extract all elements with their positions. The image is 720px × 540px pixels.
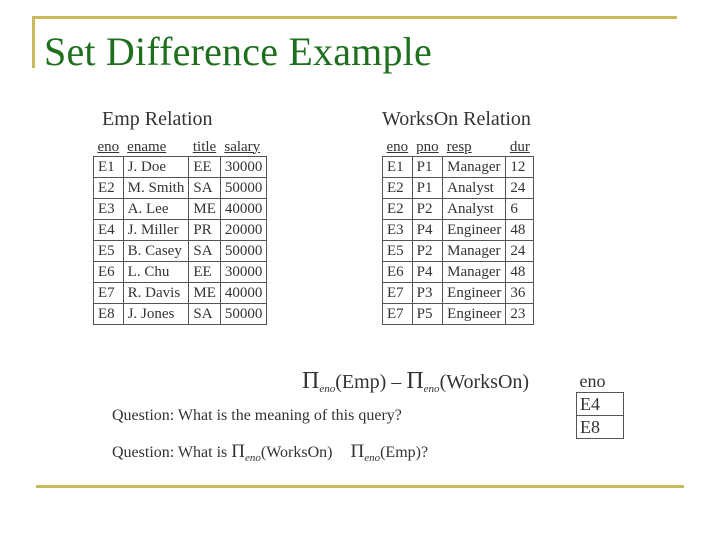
workson-cell: Engineer <box>443 304 506 325</box>
workson-cell: Engineer <box>443 220 506 241</box>
emp-cell: B. Casey <box>123 241 189 262</box>
emp-cell: J. Miller <box>123 220 189 241</box>
workson-relation-table <box>382 138 534 325</box>
workson-cell: 23 <box>506 304 534 325</box>
emp-cell: SA <box>189 178 221 199</box>
workson-cell: Engineer <box>443 283 506 304</box>
table-row <box>383 241 534 262</box>
workson-cell: E6 <box>383 262 413 283</box>
title-frame-left-line <box>32 16 35 68</box>
table-row <box>383 304 534 325</box>
emp-cell: E1 <box>94 157 124 178</box>
workson-cell: 6 <box>506 199 534 220</box>
emp-cell: SA <box>189 241 221 262</box>
result-cell: E4 <box>577 393 624 416</box>
workson-cell: E2 <box>383 178 413 199</box>
emp-cell: SA <box>189 304 221 325</box>
workson-column-header: eno <box>386 138 409 155</box>
slide-title: Set Difference Example <box>44 29 432 74</box>
workson-cell: 24 <box>506 241 534 262</box>
workson-cell: E7 <box>383 304 413 325</box>
workson-cell: P2 <box>412 199 443 220</box>
workson-cell: 12 <box>506 157 534 178</box>
projection-subscript-2: eno <box>423 383 440 395</box>
emp-cell: E3 <box>94 199 124 220</box>
emp-column-header: ename <box>127 138 167 155</box>
emp-cell: 30000 <box>220 262 267 283</box>
emp-cell: J. Doe <box>123 157 189 178</box>
emp-cell: E5 <box>94 241 124 262</box>
table-row <box>577 416 624 439</box>
workson-cell: P2 <box>412 241 443 262</box>
workson-relation-caption: WorksOn Relation <box>382 108 531 130</box>
table-row <box>94 199 267 220</box>
footer-line <box>36 485 684 488</box>
emp-cell: ME <box>189 199 221 220</box>
projection-symbol-2: Π <box>406 368 424 394</box>
question-2-emp: (Emp)? <box>380 444 429 461</box>
emp-cell: L. Chu <box>123 262 189 283</box>
question-2-subscript-2: eno <box>364 452 381 464</box>
projection-symbol: Π <box>302 368 320 394</box>
workson-cell: P4 <box>412 262 443 283</box>
emp-cell: 50000 <box>220 178 267 199</box>
question-2-projection-symbol-2: Π <box>350 441 365 462</box>
result-table <box>576 370 624 439</box>
workson-cell: 24 <box>506 178 534 199</box>
emp-cell: PR <box>189 220 221 241</box>
workson-cell: E7 <box>383 283 413 304</box>
question-2-workson: (WorksOn) <box>260 444 333 461</box>
emp-cell: 40000 <box>220 283 267 304</box>
emp-cell: 50000 <box>220 304 267 325</box>
emp-cell: EE <box>189 157 221 178</box>
workson-column-header: dur <box>509 138 530 155</box>
workson-cell: P3 <box>412 283 443 304</box>
table-row <box>94 220 267 241</box>
question-2-subscript: eno <box>244 452 261 464</box>
workson-cell: Manager <box>443 262 506 283</box>
table-row <box>383 262 534 283</box>
table-row <box>94 241 267 262</box>
emp-cell: 50000 <box>220 241 267 262</box>
expression-left-operand: (Emp) <box>335 371 387 393</box>
projection-subscript: eno <box>319 383 336 395</box>
emp-cell: E6 <box>94 262 124 283</box>
emp-header-row <box>94 138 267 157</box>
emp-cell: E8 <box>94 304 124 325</box>
emp-column-header: eno <box>97 138 120 155</box>
workson-cell: Analyst <box>443 178 506 199</box>
title-frame-top-line <box>32 16 677 19</box>
workson-column-header: pno <box>416 138 439 155</box>
workson-cell: Analyst <box>443 199 506 220</box>
workson-column-header: resp <box>446 138 472 155</box>
emp-relation-caption: Emp Relation <box>102 108 213 130</box>
set-difference-expression <box>302 368 529 395</box>
workson-cell: Manager <box>443 157 506 178</box>
workson-cell: 36 <box>506 283 534 304</box>
workson-cell: P4 <box>412 220 443 241</box>
workson-cell: E2 <box>383 199 413 220</box>
question-2 <box>112 441 428 464</box>
result-cell: E8 <box>577 416 624 439</box>
table-row <box>577 393 624 416</box>
emp-cell: E7 <box>94 283 124 304</box>
table-row <box>94 262 267 283</box>
workson-cell: P5 <box>412 304 443 325</box>
table-row <box>94 157 267 178</box>
emp-cell: R. Davis <box>123 283 189 304</box>
table-row <box>383 199 534 220</box>
question-2-prefix: Question: What is <box>112 444 232 461</box>
workson-cell: E5 <box>383 241 413 262</box>
workson-cell: P1 <box>412 178 443 199</box>
emp-cell: J. Jones <box>123 304 189 325</box>
table-row <box>94 178 267 199</box>
table-row <box>383 157 534 178</box>
minus-operator: – <box>391 371 402 393</box>
emp-cell: 30000 <box>220 157 267 178</box>
workson-cell: 48 <box>506 262 534 283</box>
workson-cell: Manager <box>443 241 506 262</box>
emp-cell: A. Lee <box>123 199 189 220</box>
question-2-projection-symbol: Π <box>231 441 245 462</box>
workson-header-row <box>383 138 534 157</box>
emp-cell: M. Smith <box>123 178 189 199</box>
emp-cell: 40000 <box>220 199 267 220</box>
emp-column-header: salary <box>224 138 261 155</box>
table-row <box>94 304 267 325</box>
expression-right-operand: (WorksOn) <box>439 371 530 393</box>
emp-cell: ME <box>189 283 221 304</box>
emp-cell: E4 <box>94 220 124 241</box>
result-column-header: eno <box>579 370 606 391</box>
table-row <box>383 178 534 199</box>
table-row <box>383 283 534 304</box>
emp-cell: E2 <box>94 178 124 199</box>
workson-cell: E1 <box>383 157 413 178</box>
question-1: Question: What is the meaning of this query? <box>112 407 402 424</box>
table-row <box>94 283 267 304</box>
emp-relation-table <box>93 138 267 325</box>
emp-column-header: title <box>192 138 217 155</box>
workson-cell: E3 <box>383 220 413 241</box>
workson-cell: 48 <box>506 220 534 241</box>
table-row <box>383 220 534 241</box>
workson-cell: P1 <box>412 157 443 178</box>
emp-cell: 20000 <box>220 220 267 241</box>
emp-cell: EE <box>189 262 221 283</box>
